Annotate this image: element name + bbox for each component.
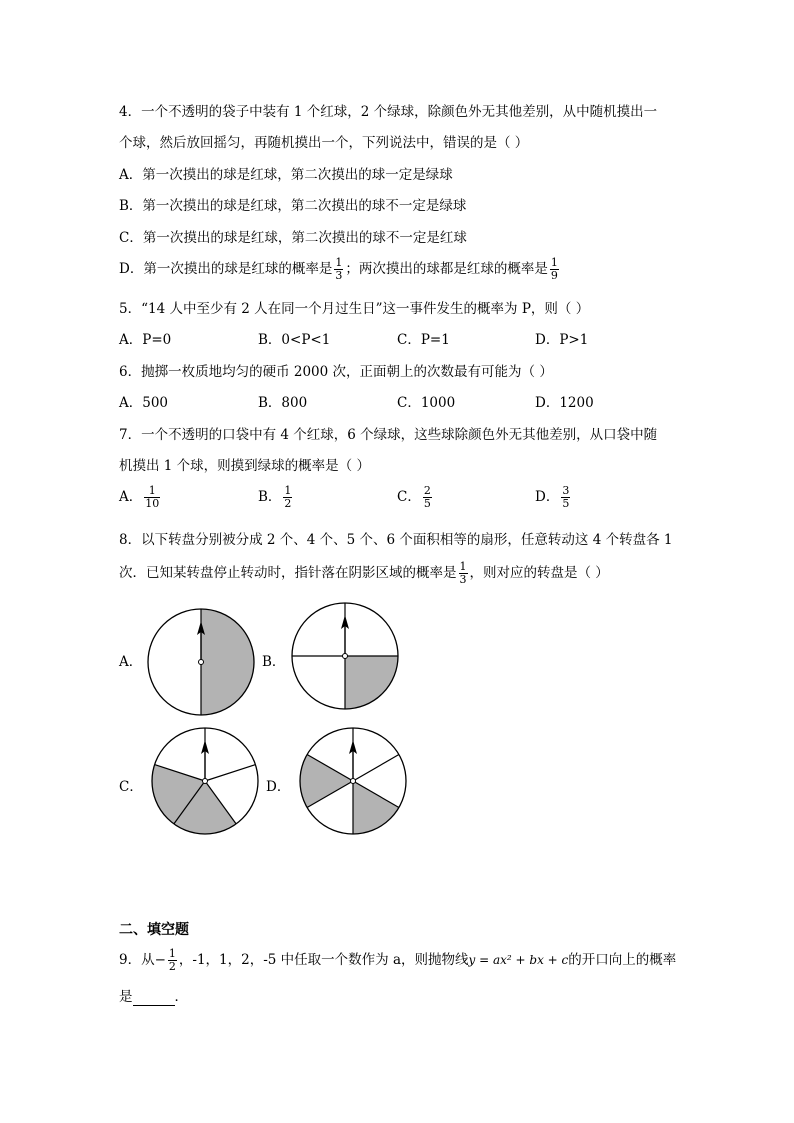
fraction: $\frac{1}{2}$ (284, 484, 292, 510)
q4-option-c: C．第一次摸出的球是红球，第二次摸出的球不一定是红球 (119, 230, 467, 246)
q4-option-b: B．第一次摸出的球是红球，第二次摸出的球不一定是绿球 (119, 198, 467, 214)
spinner-label-c: C． (119, 779, 143, 795)
q7-option-c: C． $\frac{2}{5}$ (397, 484, 431, 510)
spinner-label-a: A． (119, 654, 143, 670)
q4-stem-line2: 个球，然后放回摇匀，再随机摸出一个，下列说法中，错误的是（ ） (119, 135, 529, 151)
q5-option-a: A．P=0 (119, 332, 172, 348)
q7-option-a: A． $\frac{1}{10}$ (119, 484, 160, 510)
q5-option-c: C．P=1 (397, 332, 450, 348)
q6-option-d: D．1200 (535, 395, 594, 411)
q8-stem-line1: 8．以下转盘分别被分成 2 个、4 个、5 个、6 个面积相等的扇形，任意转动这 4 个转盘各 1 (119, 532, 673, 548)
fraction: $\frac{3}{5}$ (562, 484, 570, 510)
q4-option-a: A．第一次摸出的球是红球，第二次摸出的球一定是绿球 (119, 167, 453, 183)
shaded-sector (345, 656, 398, 709)
q5-stem: 5．“14 人中至少有 2 人在同一个月过生日”这一事件发生的概率为 P，则（ ） (119, 301, 590, 317)
q8-stem-line2: 次．已知某转盘停止转动时，指针落在阴影区域的概率是 $\frac{1}{3}$ ，则对应的转盘是（ ） (119, 560, 609, 586)
q7-option-b: B． $\frac{1}{2}$ (258, 484, 292, 510)
parabola-formula: y = ax² + bx + c (468, 953, 569, 967)
q6-stem: 6．抛掷一枚质地均匀的硬币 2000 次，正面朝上的次数最有可能为（ ） (119, 364, 553, 380)
fraction: $\frac{1}{10}$ (145, 484, 160, 510)
q5-option-d: D．P>1 (535, 332, 589, 348)
q4-stem-line1: 4．一个不透明的袋子中装有 1 个红球，2 个绿球，除颜色外无其他差别，从中随机摸出一 (119, 104, 658, 120)
spinner-c (150, 726, 260, 836)
shaded-sector (201, 609, 254, 715)
q6-option-a: A．500 (119, 395, 169, 411)
pivot (203, 779, 208, 784)
pivot (351, 779, 356, 784)
q9-stem-line1: 9．从− $\frac{1}{2}$ ，-1，1，2，-5 中任取一个数作为 a，则抛物线y = ax² + bx + c的开口向上的概率 (119, 947, 677, 973)
q5-option-b: B．0<P<1 (258, 332, 331, 348)
spinner-a (146, 607, 256, 717)
spinner-d (298, 726, 408, 836)
q6-option-b: B．800 (258, 395, 308, 411)
shaded-sector (353, 781, 399, 834)
q7-option-d: D． $\frac{3}{5}$ (535, 484, 570, 510)
q9-stem-line2: 是 ． (119, 989, 188, 1005)
fraction: $\frac{1}{3}$ (335, 256, 343, 282)
section-title-fill-in: 二、填空题 (119, 922, 189, 938)
pivot (343, 654, 348, 659)
fraction: $\frac{1}{2}$ (168, 947, 176, 973)
spinner-label-b: B． (262, 654, 286, 670)
spinner-label-d: D． (266, 779, 291, 795)
answer-blank[interactable] (133, 991, 175, 1006)
q7-stem-line2: 机摸出 1 个球，则摸到绿球的概率是（ ） (119, 458, 370, 474)
q6-option-c: C．1000 (397, 395, 456, 411)
fraction: $\frac{1}{9}$ (550, 256, 558, 282)
q4-option-d: D．第一次摸出的球是红球的概率是 $\frac{1}{3}$ ；两次摸出的球都是红球的概率是 $\frac{1}{9}$ (119, 256, 558, 282)
shaded-sector (300, 755, 353, 808)
fraction: $\frac{1}{3}$ (459, 560, 467, 586)
pivot (199, 660, 204, 665)
fraction: $\frac{2}{5}$ (423, 484, 431, 510)
q7-stem-line1: 7．一个不透明的口袋中有 4 个红球，6 个绿球，这些球除颜色外无其他差别，从口袋中随 (119, 427, 658, 443)
spinner-b (290, 601, 400, 711)
